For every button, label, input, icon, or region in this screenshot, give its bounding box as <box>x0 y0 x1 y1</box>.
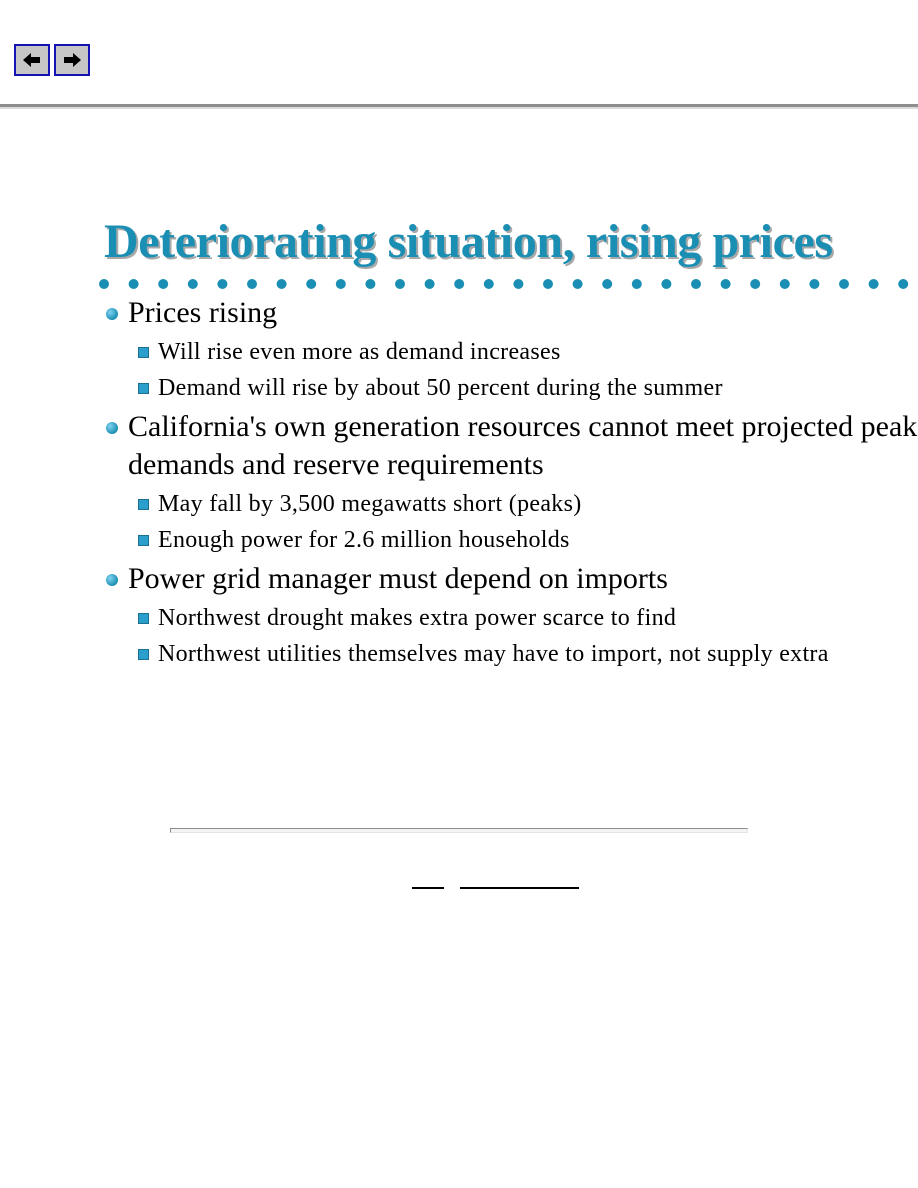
dot <box>336 279 346 289</box>
dot <box>721 279 731 289</box>
dot <box>365 279 375 289</box>
dot <box>247 279 257 289</box>
footer-divider <box>170 828 748 833</box>
sub-bullet-item: Will rise even more as demand increases <box>104 336 918 368</box>
footer-link-underline[interactable] <box>412 887 444 889</box>
dot <box>306 279 316 289</box>
dot <box>188 279 198 289</box>
dot <box>602 279 612 289</box>
footer-link-underline[interactable] <box>460 887 579 889</box>
sub-bullet-item: Enough power for 2.6 million households <box>104 524 918 556</box>
dot <box>869 279 879 289</box>
dot <box>513 279 523 289</box>
bullet-item: Prices rising <box>104 294 918 332</box>
dot <box>750 279 760 289</box>
slide-title: Deteriorating situation, rising prices <box>104 215 833 268</box>
dot <box>632 279 642 289</box>
dot <box>691 279 701 289</box>
dot <box>573 279 583 289</box>
left-arrow-icon <box>22 52 42 68</box>
dotted-rule <box>98 277 918 291</box>
dot <box>839 279 849 289</box>
dot <box>484 279 494 289</box>
previous-slide-button[interactable] <box>14 44 50 76</box>
dot <box>129 279 139 289</box>
dot <box>425 279 435 289</box>
header-divider <box>0 104 918 109</box>
sub-bullet-item: Demand will rise by about 50 percent during the summer <box>104 372 918 404</box>
dot <box>898 279 908 289</box>
sub-bullet-item: Northwest utilities themselves may have to import, not supply extra <box>104 638 918 670</box>
bullet-item: California's own generation resources cannot meet projected peak demands and reserve requirements <box>104 408 918 484</box>
dot <box>543 279 553 289</box>
dot <box>780 279 790 289</box>
dot <box>395 279 405 289</box>
sub-bullet-item: May fall by 3,500 megawatts short (peaks) <box>104 488 918 520</box>
next-slide-button[interactable] <box>54 44 90 76</box>
sub-bullet-item: Northwest drought makes extra power scarce to find <box>104 602 918 634</box>
bullet-list <box>104 294 918 670</box>
dot <box>277 279 287 289</box>
right-arrow-icon <box>62 52 82 68</box>
dot <box>99 279 109 289</box>
dot <box>158 279 168 289</box>
dot <box>661 279 671 289</box>
dot <box>809 279 819 289</box>
slide-navigation <box>14 44 90 76</box>
bullet-item: Power grid manager must depend on imports <box>104 560 918 598</box>
dot <box>454 279 464 289</box>
dot <box>217 279 227 289</box>
